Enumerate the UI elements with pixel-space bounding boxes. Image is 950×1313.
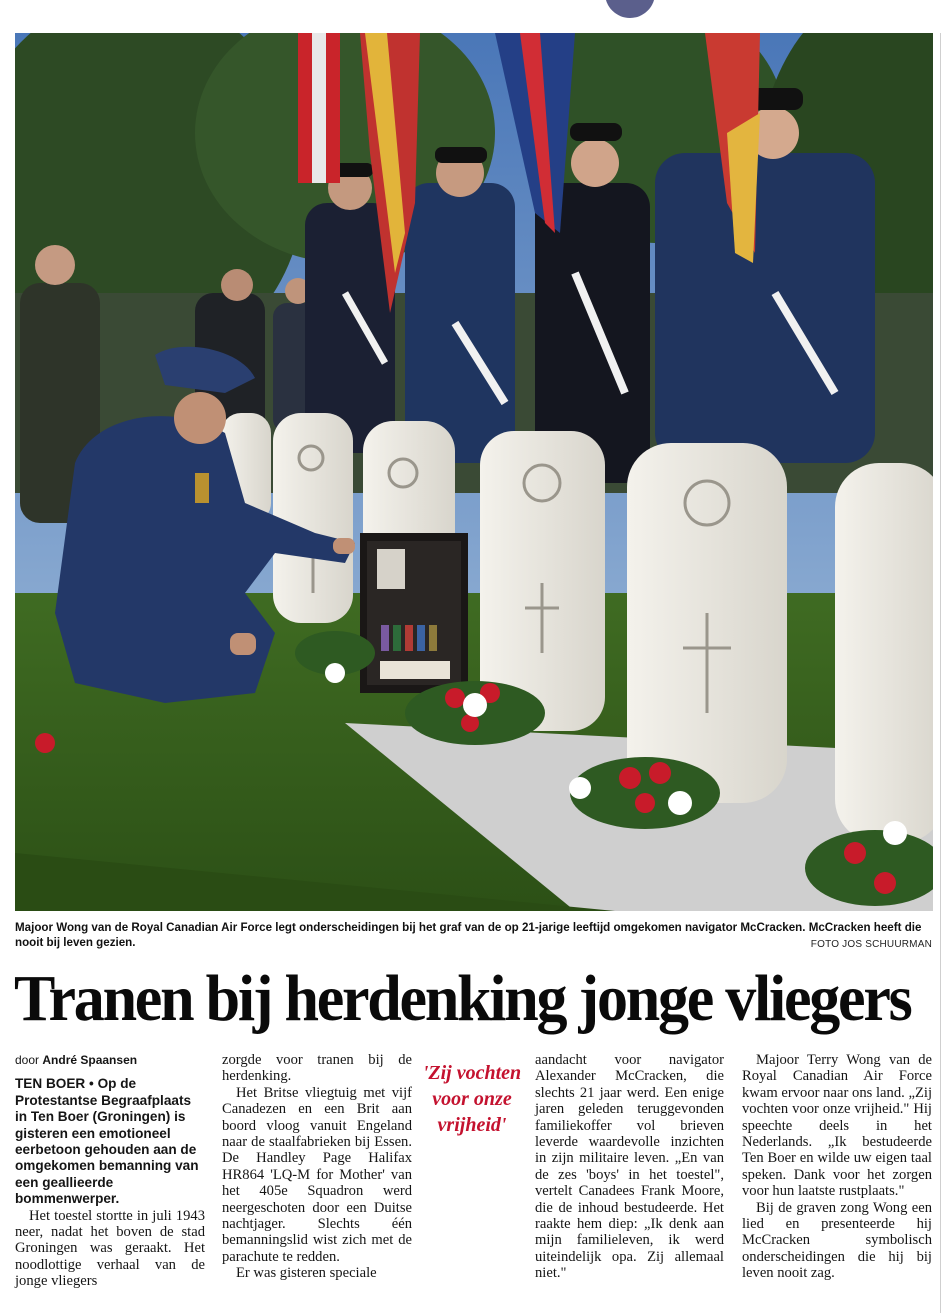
dateline: TEN BOER • — [15, 1076, 94, 1092]
pull-quote: 'Zij vochten voor onze vrijheid' — [422, 1062, 522, 1136]
column-4 — [742, 1052, 932, 1282]
column-3 — [535, 1052, 724, 1282]
paragraph: Bij de graven zong Wong een lied en presenteerde hij McCracken symbolisch onderscheidingen die hij bij leven nooit zag. — [742, 1199, 932, 1282]
column-1 — [15, 1052, 205, 1290]
article-photo — [15, 33, 933, 911]
author: André Spaansen — [42, 1053, 138, 1067]
lead-text: Op de Protestantse Begraafplaats in Ten Boer (Groningen) is gisteren een emotioneel eerbetoon gehouden aan de omgekomen bemanning van een geallieerde bommenwerper. — [15, 1076, 199, 1207]
photo-credit: FOTO JOS SCHUURMAN — [810, 939, 932, 950]
paragraph: Het toestel stortte in juli 1943 neer, nadat het boven de stad Groningen was geraakt. Het noodlottige verhaal van de jonge vliegers — [15, 1207, 205, 1290]
headline: Tranen bij herdenking jonge vliegers — [14, 962, 911, 1035]
column-rule — [940, 33, 941, 1313]
paragraph: aandacht voor navigator Alexander McCracken, die slechts 21 jaar werd. Een enige jaren geleden teruggevonden familiekoffer vol brieven leverde waardevolle inzichten in zijn militaire leven. „En van de zes 'boys' in het toestel", vertelt Canadees Frank Moore, die de inhoud bestudeerde. Het raakte hem diep: „Ik denk aan mijn familieleven, ik werd uiteindelijk opa. Zij allemaal niet." — [535, 1052, 724, 1282]
paragraph: zorgde voor tranen bij de herdenking. — [222, 1052, 412, 1085]
photo-caption: Majoor Wong van de Royal Canadian Air Force legt onderscheidingen bij het graf van de op 21-jarige leeftijd omgekomen navigator McCracken. McCracken heeft die nooit bij leven gezien. — [15, 921, 922, 949]
paragraph: Het Britse vliegtuig met vijf Canadezen en een Brit aan boord vloog vanuit Engeland naar de staalfabrieken bij Essen. De Handley Page Halifax HR864 'LQ-M for Mother' van het 405e Squadron werd neergeschoten door een Duitse nachtjager. Slechts één bemanningslid wist zich met de parachute te redden. — [222, 1084, 412, 1265]
lead-paragraph — [15, 1076, 205, 1207]
paragraph: Majoor Terry Wong van de Royal Canadian Air Force kwam ervoor naar ons land. „Zij vochten voor onze vrijheid." Hij speechte deels in het Nederlands. „Ik bestudeerde Ten Boer en wilde uw eigen taal speken. Dank voor het zorgen voor hun laatste rustplaats." — [742, 1052, 932, 1200]
paragraph: Er was gisteren speciale — [236, 1265, 377, 1282]
decorative-dot — [605, 0, 655, 18]
column-2 — [222, 1052, 412, 1282]
byline-prefix: door — [15, 1053, 40, 1067]
byline — [15, 1052, 205, 1068]
